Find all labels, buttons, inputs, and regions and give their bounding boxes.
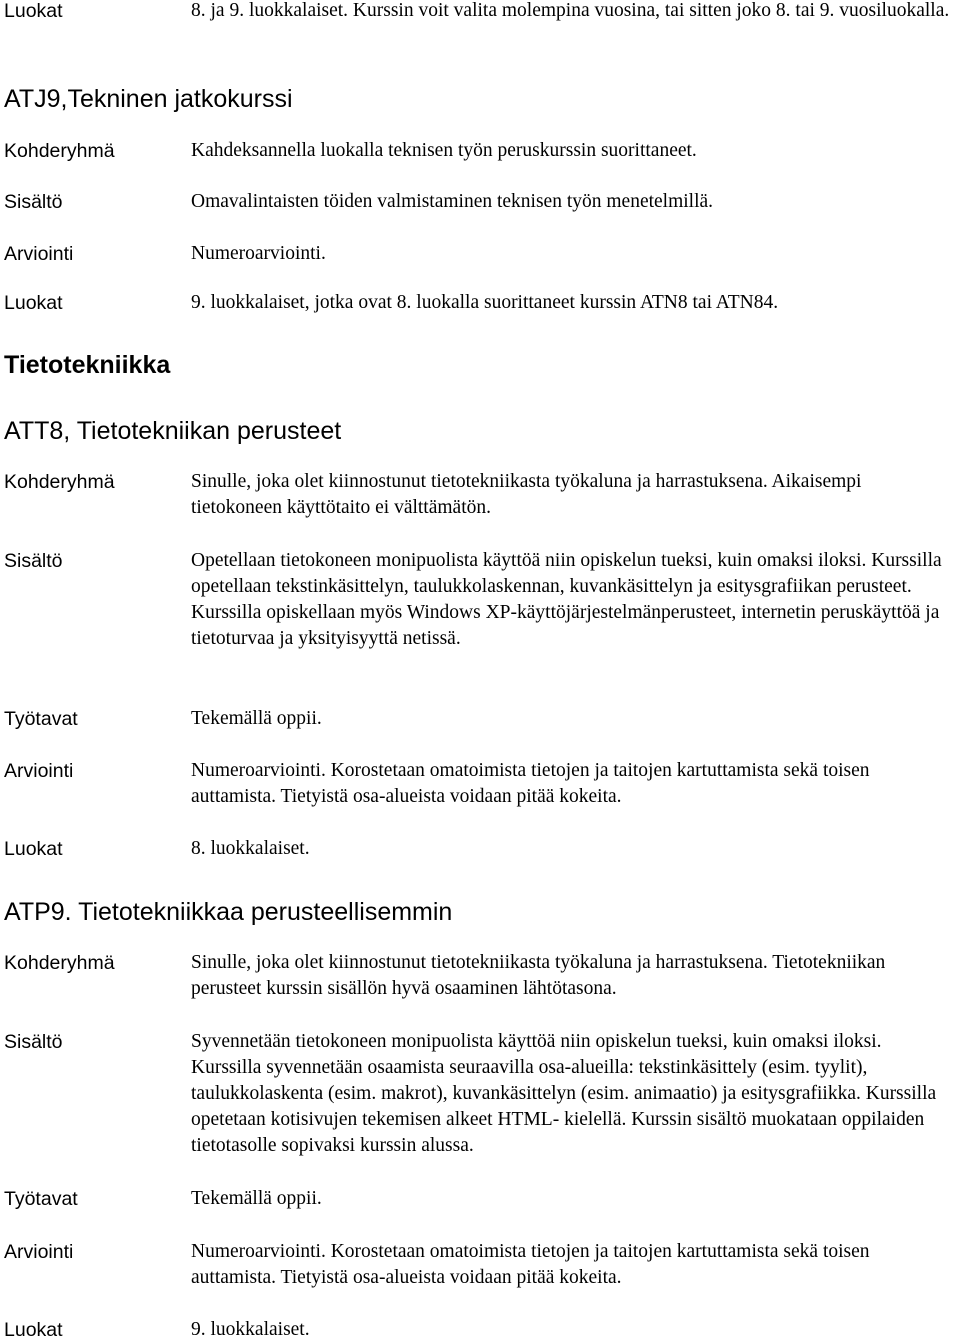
field-value: Numeroarviointi. Korostetaan omatoimista tietojen ja taitojen kartuttamista sekä toisen auttamista. Tietyistä osa-alueista voidaan pitää kokeita.	[191, 760, 870, 807]
field-label: Kohderyhmä	[4, 471, 115, 493]
field-label: Arviointi	[4, 243, 74, 265]
field-label: Luokat	[4, 1319, 63, 1341]
field-value: Sinulle, joka olet kiinnostunut tietotekniikasta työkaluna ja harrastuksena. Aikaisempi tietokoneen käyttötaito ei välttämätön.	[191, 471, 862, 518]
field-label: Sisältö	[4, 550, 63, 572]
course-title-atp9: ATP9. Tietotekniikkaa perusteellisemmin	[4, 898, 453, 926]
field-value: 8. luokkalaiset.	[191, 838, 310, 859]
field-label: Luokat	[4, 292, 63, 314]
section-title-tietotekniikka: Tietotekniikka	[4, 351, 171, 379]
field-label: Arviointi	[4, 1241, 74, 1263]
field-label: Sisältö	[4, 1031, 63, 1053]
field-value: Kahdeksannella luokalla teknisen työn peruskurssin suorittaneet.	[191, 140, 697, 161]
field-label: Luokat	[4, 838, 63, 860]
field-value: Tekemällä oppii.	[191, 708, 322, 729]
field-value: Tekemällä oppii.	[191, 1188, 322, 1209]
field-label: Luokat	[4, 0, 63, 22]
field-value: Omavalintaisten töiden valmistaminen teknisen työn menetelmillä.	[191, 191, 714, 212]
field-value: Syvennetään tietokoneen monipuolista käyttöä niin opiskelun tueksi, kuin omaksi iloksi. Kurssilla syvennetään osaamista seuraavilla osa-alueilla: tekstinkäsittely (esim. tyylit), taulukkolaskenta (esim. makrot), kuvankäsittelyn (esim. animaatio) ja esitysgrafiikka. Kurssilla opetetaan kotisivujen tekemisen alkeet HTML- kielellä. Kurssin sisältö muokataan oppilaiden tietotasolle sopivaksi kurssin alussa.	[191, 1031, 937, 1156]
course-title-atj9: ATJ9,Tekninen jatkokurssi	[4, 85, 293, 113]
field-value: Numeroarviointi. Korostetaan omatoimista tietojen ja taitojen kartuttamista sekä toisen auttamista. Tietyistä osa-alueista voidaan pitää kokeita.	[191, 1241, 870, 1288]
field-value: 9. luokkalaiset, jotka ovat 8. luokalla suorittaneet kurssin ATN8 tai ATN84.	[191, 292, 779, 313]
field-label: Työtavat	[4, 708, 78, 730]
field-label: Kohderyhmä	[4, 952, 115, 974]
field-value: 8. ja 9. luokkalaiset. Kurssin voit valita molempina vuosina, tai sitten joko 8. tai 9. vuosiluokalla.	[191, 0, 950, 21]
field-label: Työtavat	[4, 1188, 78, 1210]
field-value: Numeroarviointi.	[191, 243, 326, 264]
field-value: Opetellaan tietokoneen monipuolista käyttöä niin opiskelun tueksi, kuin omaksi iloksi. Kurssilla opetellaan tekstinkäsittelyn, taulukkolaskennan, kuvankäsittelyn ja esitysgrafiikan perusteet. Kurssilla opiskellaan myös Windows XP-käyttöjärjestelmänperusteet, internetin peruskäyttöä ja tietoturvaa ja yksityisyyttä netissä.	[191, 550, 942, 649]
field-label: Kohderyhmä	[4, 140, 115, 162]
field-label: Arviointi	[4, 760, 74, 782]
field-label: Sisältö	[4, 191, 63, 213]
field-value: Sinulle, joka olet kiinnostunut tietotekniikasta työkaluna ja harrastuksena. Tietotekniikan perusteet kurssin sisällön hyvä osaaminen lähtötasona.	[191, 952, 886, 999]
field-value: 9. luokkalaiset.	[191, 1319, 310, 1340]
course-title-att8: ATT8, Tietotekniikan perusteet	[4, 417, 342, 445]
